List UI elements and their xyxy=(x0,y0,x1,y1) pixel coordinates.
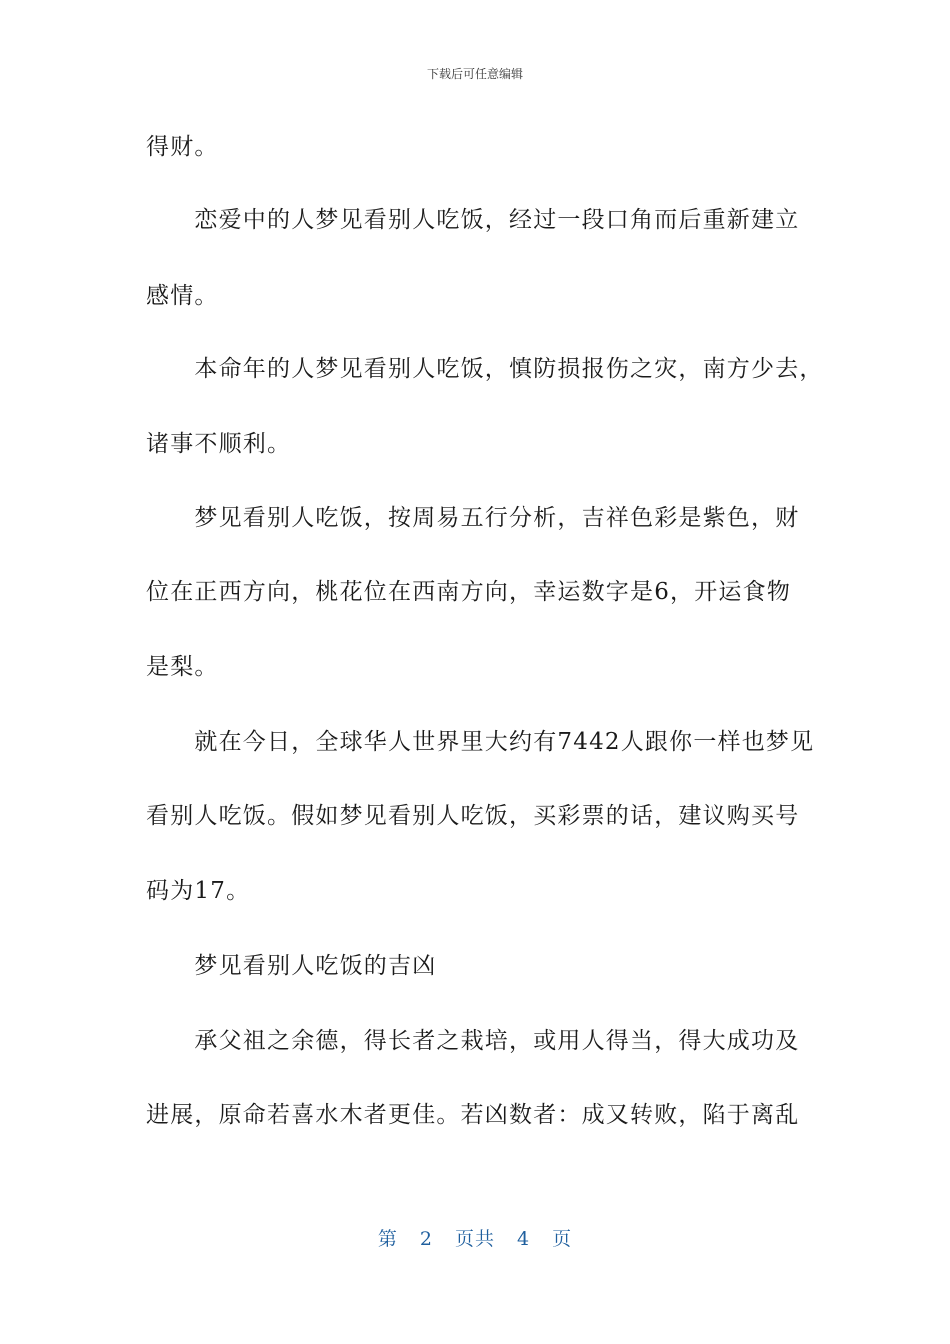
total-pages-number: 4 xyxy=(517,1228,531,1250)
page-label-prefix: 第 xyxy=(377,1228,398,1250)
page-footer xyxy=(0,1226,950,1252)
section-heading: 梦见看别人吃饭的吉凶 xyxy=(146,953,437,979)
text-line: 感情。 xyxy=(146,283,219,309)
text-line: 诸事不顺利。 xyxy=(146,431,292,457)
text-line: 得财。 xyxy=(146,134,219,160)
text-line: 码为17。 xyxy=(146,878,251,904)
text-line: 进展，原命若喜水木者更佳。若凶数者：成又转败，陷于离乱 xyxy=(146,1102,800,1128)
text-line: 位在正西方向，桃花位在西南方向，幸运数字是6，开运食物 xyxy=(146,579,792,605)
page-label-suffix: 页 xyxy=(552,1228,573,1250)
text-line: 恋爱中的人梦见看别人吃饭，经过一段口角而后重新建立 xyxy=(146,207,800,233)
text-line: 就在今日，全球华人世界里大约有7442人跟你一样也梦见 xyxy=(146,729,815,755)
page-header: 下载后可任意编辑 xyxy=(426,67,523,81)
text-line: 本命年的人梦见看别人吃饭，慎防损报伤之灾，南方少去， xyxy=(146,356,824,382)
text-line: 梦见看别人吃饭，按周易五行分析，吉祥色彩是紫色，财 xyxy=(146,505,800,531)
current-page-number: 2 xyxy=(419,1228,433,1250)
page-label-mid: 页共 xyxy=(454,1228,495,1250)
text-line: 是梨。 xyxy=(146,654,219,680)
text-line: 承父祖之余德，得长者之栽培，或用人得当，得大成功及 xyxy=(146,1028,800,1054)
text-line: 看别人吃饭。假如梦见看别人吃饭，买彩票的话，建议购买号 xyxy=(146,803,800,829)
